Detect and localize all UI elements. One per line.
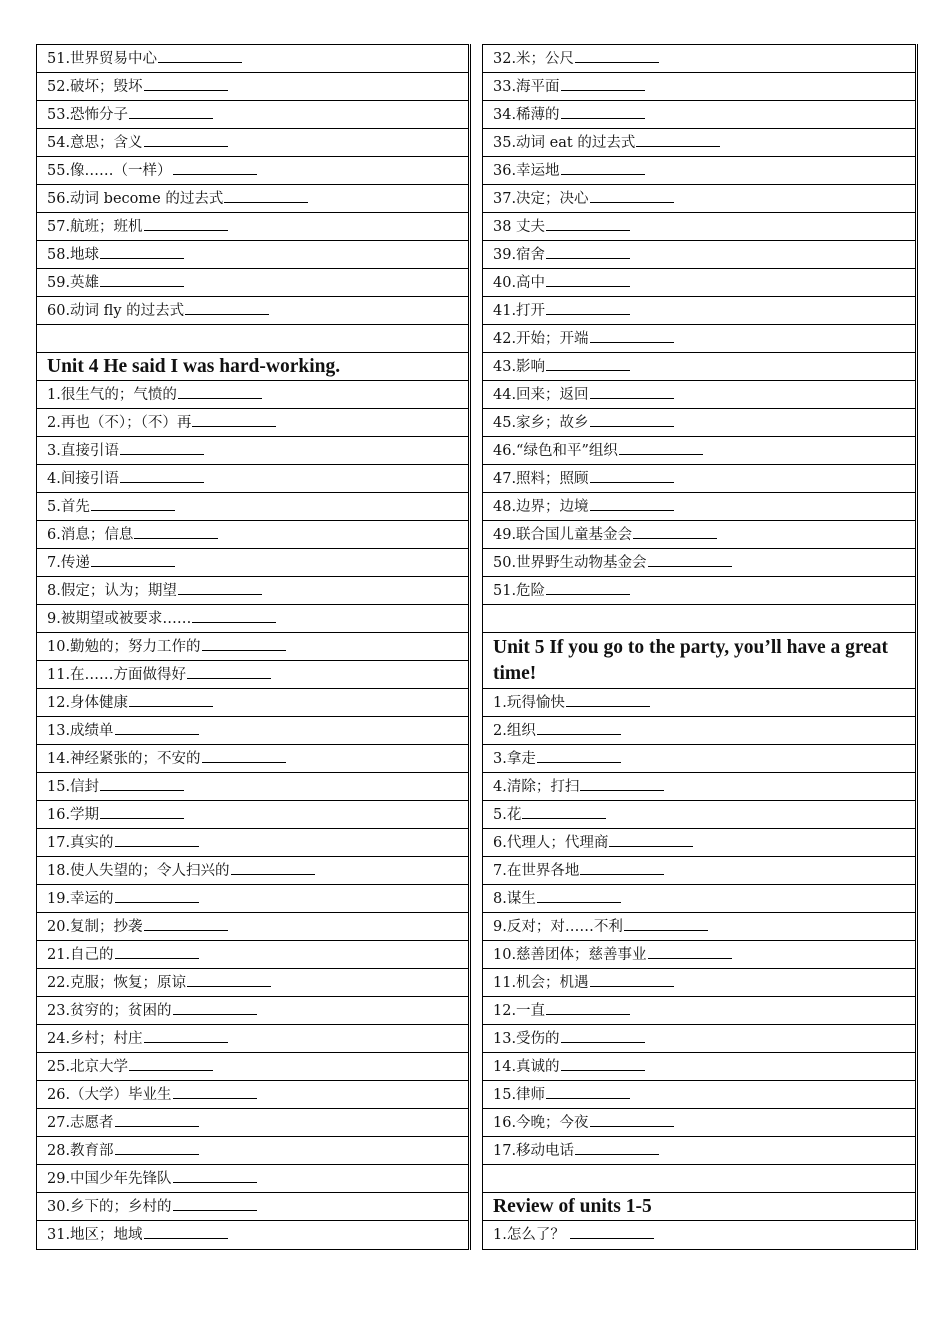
vocab-prompt: 6.消息；信息 — [47, 527, 134, 543]
answer-blank — [648, 957, 732, 959]
vocab-item — [37, 381, 468, 409]
vocab-prompt: 32.米；公尺 — [493, 51, 575, 67]
vocab-prompt: 3.直接引语 — [47, 443, 119, 459]
answer-blank — [590, 397, 674, 399]
vocab-prompt: 49.联合国儿童基金会 — [493, 527, 633, 543]
answer-blank — [129, 705, 213, 707]
vocab-prompt: 51.世界贸易中心 — [47, 51, 158, 67]
vocab-prompt: 10.慈善团体；慈善事业 — [493, 947, 647, 963]
vocab-item — [37, 1165, 468, 1193]
vocab-item — [37, 577, 468, 605]
vocab-prompt: 39.宿舍 — [493, 247, 546, 263]
vocab-prompt: 34.稀薄的 — [493, 107, 560, 123]
answer-blank — [129, 1069, 213, 1071]
vocab-item — [483, 157, 915, 185]
vocab-item — [37, 493, 468, 521]
vocab-item — [37, 605, 468, 633]
answer-blank — [187, 677, 271, 679]
answer-blank — [100, 789, 184, 791]
vocab-prompt: 56.动词 become 的过去式 — [47, 191, 224, 207]
vocab-prompt: 7.传递 — [47, 555, 90, 571]
answer-blank — [537, 761, 621, 763]
vocab-item — [37, 73, 468, 101]
vocab-item — [483, 409, 915, 437]
answer-blank — [546, 1013, 630, 1015]
vocab-prompt: 53.恐怖分子 — [47, 107, 129, 123]
answer-blank — [546, 229, 630, 231]
vocab-item — [483, 1221, 915, 1249]
answer-blank — [134, 537, 218, 539]
vocab-prompt: 25.北京大学 — [47, 1059, 129, 1075]
vocab-item — [483, 73, 915, 101]
vocab-prompt: 55.像……（一样） — [47, 163, 172, 179]
vocab-prompt: 8.谋生 — [493, 891, 536, 907]
answer-blank — [590, 509, 674, 511]
answer-blank — [561, 117, 645, 119]
vocab-prompt: 20.复制；抄袭 — [47, 919, 143, 935]
answer-blank — [115, 957, 199, 959]
answer-blank — [580, 873, 664, 875]
answer-blank — [202, 649, 286, 651]
vocab-item — [483, 129, 915, 157]
answer-blank — [115, 1125, 199, 1127]
answer-blank — [192, 425, 276, 427]
answer-blank — [144, 1237, 228, 1239]
right-vocab-table — [482, 44, 916, 1250]
vocab-item — [37, 661, 468, 689]
vocab-prompt: 46.“绿色和平”组织 — [493, 443, 618, 459]
vocab-item — [483, 717, 915, 745]
answer-blank — [173, 1013, 257, 1015]
vocab-prompt: 41.打开 — [493, 303, 546, 319]
answer-blank — [566, 705, 650, 707]
vocab-prompt: 40.高中 — [493, 275, 546, 291]
vocab-item — [483, 913, 915, 941]
vocab-item — [37, 437, 468, 465]
vocab-prompt: 29.中国少年先锋队 — [47, 1171, 172, 1187]
vocab-prompt: 26.（大学）毕业生 — [47, 1087, 172, 1103]
answer-blank — [561, 89, 645, 91]
vocab-prompt: 10.勤勉的；努力工作的 — [47, 639, 201, 655]
answer-blank — [178, 593, 262, 595]
vocab-prompt: 35.动词 eat 的过去式 — [493, 135, 636, 151]
vocab-item — [37, 297, 468, 325]
vocab-prompt: 36.幸运地 — [493, 163, 560, 179]
vocab-prompt: 21.自己的 — [47, 947, 114, 963]
vocab-prompt: 59.英雄 — [47, 275, 100, 291]
vocab-item — [483, 241, 915, 269]
blank-row — [37, 325, 468, 353]
answer-blank — [115, 733, 199, 735]
vocab-prompt: 22.克服；恢复；原谅 — [47, 975, 187, 991]
answer-blank — [546, 257, 630, 259]
vocab-prompt: 43.影响 — [493, 359, 546, 375]
vocab-item — [483, 885, 915, 913]
answer-blank — [590, 201, 674, 203]
vocab-prompt: 18.使人失望的；令人扫兴的 — [47, 863, 230, 879]
vocab-item — [37, 157, 468, 185]
answer-blank — [144, 929, 228, 931]
answer-blank — [590, 985, 674, 987]
vocab-prompt: 2.组织 — [493, 723, 536, 739]
vocab-prompt: 15.律师 — [493, 1087, 546, 1103]
vocab-item — [37, 1025, 468, 1053]
answer-blank — [619, 453, 703, 455]
vocab-item — [37, 941, 468, 969]
answer-blank — [120, 481, 204, 483]
answer-blank — [224, 201, 308, 203]
vocab-item — [483, 185, 915, 213]
vocab-prompt: 28.教育部 — [47, 1143, 114, 1159]
left-vocab-table — [36, 44, 469, 1250]
vocab-prompt: 60.动词 fly 的过去式 — [47, 303, 185, 319]
vocab-prompt: 4.间接引语 — [47, 471, 119, 487]
vocab-item — [37, 829, 468, 857]
vocab-item — [37, 213, 468, 241]
vocab-prompt: 1.很生气的；气愤的 — [47, 387, 177, 403]
vocab-prompt: 8.假定；认为；期望 — [47, 583, 177, 599]
vocab-prompt: 17.移动电话 — [493, 1143, 575, 1159]
vocab-prompt: 42.开始；开端 — [493, 331, 589, 347]
vocab-prompt: 9.反对；对……不利 — [493, 919, 623, 935]
answer-blank — [178, 397, 262, 399]
vocab-item — [483, 829, 915, 857]
answer-blank — [192, 621, 276, 623]
blank-row — [483, 605, 915, 633]
vocab-item — [37, 45, 468, 73]
vocab-item — [483, 45, 915, 73]
answer-blank — [100, 817, 184, 819]
vocab-item — [37, 745, 468, 773]
vocab-item — [483, 857, 915, 885]
answer-blank — [144, 89, 228, 91]
answer-blank — [609, 845, 693, 847]
unit-heading: Unit 4 He said I was hard-working. — [37, 353, 468, 381]
answer-blank — [561, 173, 645, 175]
answer-blank — [91, 509, 175, 511]
vocab-item — [37, 1221, 468, 1249]
answer-blank — [100, 257, 184, 259]
vocab-prompt: 50.世界野生动物基金会 — [493, 555, 647, 571]
vocab-item — [37, 717, 468, 745]
answer-blank — [546, 369, 630, 371]
answer-blank — [537, 901, 621, 903]
vocab-item — [483, 101, 915, 129]
vocab-prompt: 5.花 — [493, 807, 522, 823]
answer-blank — [546, 1097, 630, 1099]
answer-blank — [144, 229, 228, 231]
vocab-item — [483, 437, 915, 465]
vocab-prompt: 45.家乡；故乡 — [493, 415, 589, 431]
answer-blank — [546, 285, 630, 287]
vocab-item — [483, 297, 915, 325]
vocab-item — [483, 381, 915, 409]
vocab-prompt: 47.照料；照顾 — [493, 471, 589, 487]
vocab-item — [483, 465, 915, 493]
answer-blank — [144, 145, 228, 147]
answer-blank — [590, 1125, 674, 1127]
vocab-prompt: 1.玩得愉快 — [493, 695, 565, 711]
vocab-item — [37, 549, 468, 577]
vocab-prompt: 27.志愿者 — [47, 1115, 114, 1131]
answer-blank — [561, 1069, 645, 1071]
vocab-prompt: 58.地球 — [47, 247, 100, 263]
vocab-prompt: 9.被期望或被要求…… — [47, 611, 192, 627]
answer-blank — [100, 285, 184, 287]
vocab-item — [37, 241, 468, 269]
answer-blank — [537, 733, 621, 735]
vocab-prompt: 44.回来；返回 — [493, 387, 589, 403]
vocab-item — [37, 913, 468, 941]
vocab-prompt: 11.机会；机遇 — [493, 975, 589, 991]
answer-blank — [546, 313, 630, 315]
answer-blank — [158, 61, 242, 63]
vocab-item — [37, 521, 468, 549]
answer-blank — [570, 1237, 654, 1239]
vocab-item — [483, 521, 915, 549]
answer-blank — [590, 425, 674, 427]
vocab-item — [483, 1081, 915, 1109]
vocab-prompt: 31.地区；地域 — [47, 1227, 143, 1243]
vocab-prompt: 4.清除；打扫 — [493, 779, 580, 795]
answer-blank — [173, 1097, 257, 1099]
vocab-item — [37, 185, 468, 213]
vocab-prompt: 6.代理人；代理商 — [493, 835, 609, 851]
answer-blank — [633, 537, 717, 539]
vocab-prompt: 12.身体健康 — [47, 695, 129, 711]
vocab-item — [483, 773, 915, 801]
answer-blank — [648, 565, 732, 567]
answer-blank — [173, 1181, 257, 1183]
vocab-item — [483, 801, 915, 829]
vocab-prompt: 1.怎么了？ — [493, 1227, 570, 1243]
unit-heading: Review of units 1-5 — [483, 1193, 915, 1221]
vocab-item — [483, 577, 915, 605]
answer-blank — [187, 985, 271, 987]
answer-blank — [522, 817, 606, 819]
vocab-prompt: 48.边界；边境 — [493, 499, 589, 515]
vocab-item — [483, 353, 915, 381]
vocab-item — [37, 997, 468, 1025]
vocab-item — [483, 1137, 915, 1165]
blank-row — [483, 1165, 915, 1193]
vocab-item — [37, 801, 468, 829]
vocab-prompt: 5.首先 — [47, 499, 90, 515]
answer-blank — [575, 1153, 659, 1155]
vocab-prompt: 14.神经紧张的；不安的 — [47, 751, 201, 767]
answer-blank — [185, 313, 269, 315]
answer-blank — [173, 1209, 257, 1211]
answer-blank — [173, 173, 257, 175]
answer-blank — [115, 901, 199, 903]
vocab-prompt: 38 丈夫 — [493, 219, 546, 235]
vocab-item — [483, 493, 915, 521]
answer-blank — [91, 565, 175, 567]
vocab-prompt: 11.在……方面做得好 — [47, 667, 187, 683]
vocab-item — [483, 269, 915, 297]
answer-blank — [144, 1041, 228, 1043]
vocab-prompt: 13.成绩单 — [47, 723, 114, 739]
vocab-prompt: 57.航班；班机 — [47, 219, 143, 235]
answer-blank — [590, 341, 674, 343]
answer-blank — [636, 145, 720, 147]
vocab-item — [483, 213, 915, 241]
vocab-prompt: 52.破坏；毁坏 — [47, 79, 143, 95]
vocab-item — [37, 101, 468, 129]
vocab-prompt: 15.信封 — [47, 779, 100, 795]
answer-blank — [115, 845, 199, 847]
vocab-prompt: 7.在世界各地 — [493, 863, 580, 879]
vocab-prompt: 51.危险 — [493, 583, 546, 599]
vocab-item — [483, 689, 915, 717]
vocab-item — [37, 1053, 468, 1081]
answer-blank — [624, 929, 708, 931]
answer-blank — [580, 789, 664, 791]
vocab-item — [37, 129, 468, 157]
answer-blank — [590, 481, 674, 483]
vocab-prompt: 30.乡下的；乡村的 — [47, 1199, 172, 1215]
unit-heading: Unit 5 If you go to the party, you’ll have a great time! — [483, 633, 915, 689]
vocab-prompt: 16.今晚；今夜 — [493, 1115, 589, 1131]
vocab-item — [483, 1053, 915, 1081]
vocab-item — [483, 745, 915, 773]
vocab-item — [37, 969, 468, 997]
vocab-item — [483, 997, 915, 1025]
vocab-prompt: 37.决定；决心 — [493, 191, 589, 207]
vocab-item — [483, 969, 915, 997]
vocab-item — [37, 1137, 468, 1165]
vocab-item — [483, 325, 915, 353]
vocab-prompt: 33.海平面 — [493, 79, 560, 95]
answer-blank — [231, 873, 315, 875]
vocab-item — [37, 857, 468, 885]
answer-blank — [575, 61, 659, 63]
vocab-item — [37, 1193, 468, 1221]
vocab-prompt: 12.一直 — [493, 1003, 546, 1019]
answer-blank — [129, 117, 213, 119]
vocab-prompt: 23.贫穷的；贫困的 — [47, 1003, 172, 1019]
answer-blank — [202, 761, 286, 763]
vocab-prompt: 14.真诚的 — [493, 1059, 560, 1075]
answer-blank — [546, 593, 630, 595]
answer-blank — [120, 453, 204, 455]
vocab-prompt: 17.真实的 — [47, 835, 114, 851]
vocab-prompt: 13.受伤的 — [493, 1031, 560, 1047]
vocab-item — [37, 1109, 468, 1137]
vocab-item — [37, 1081, 468, 1109]
vocab-prompt: 16.学期 — [47, 807, 100, 823]
vocab-item — [483, 941, 915, 969]
vocab-prompt: 24.乡村；村庄 — [47, 1031, 143, 1047]
vocab-prompt: 3.拿走 — [493, 751, 536, 767]
vocab-prompt: 54.意思；含义 — [47, 135, 143, 151]
vocab-item — [37, 689, 468, 717]
vocab-prompt: 2.再也（不）；（不）再 — [47, 415, 192, 431]
vocab-item — [483, 1109, 915, 1137]
answer-blank — [115, 1153, 199, 1155]
vocab-item — [37, 885, 468, 913]
vocab-item — [37, 633, 468, 661]
answer-blank — [561, 1041, 645, 1043]
vocab-item — [37, 269, 468, 297]
vocab-item — [37, 773, 468, 801]
vocab-item — [37, 465, 468, 493]
vocab-item — [37, 409, 468, 437]
vocab-item — [483, 549, 915, 577]
vocab-item — [483, 1025, 915, 1053]
vocab-prompt: 19.幸运的 — [47, 891, 114, 907]
